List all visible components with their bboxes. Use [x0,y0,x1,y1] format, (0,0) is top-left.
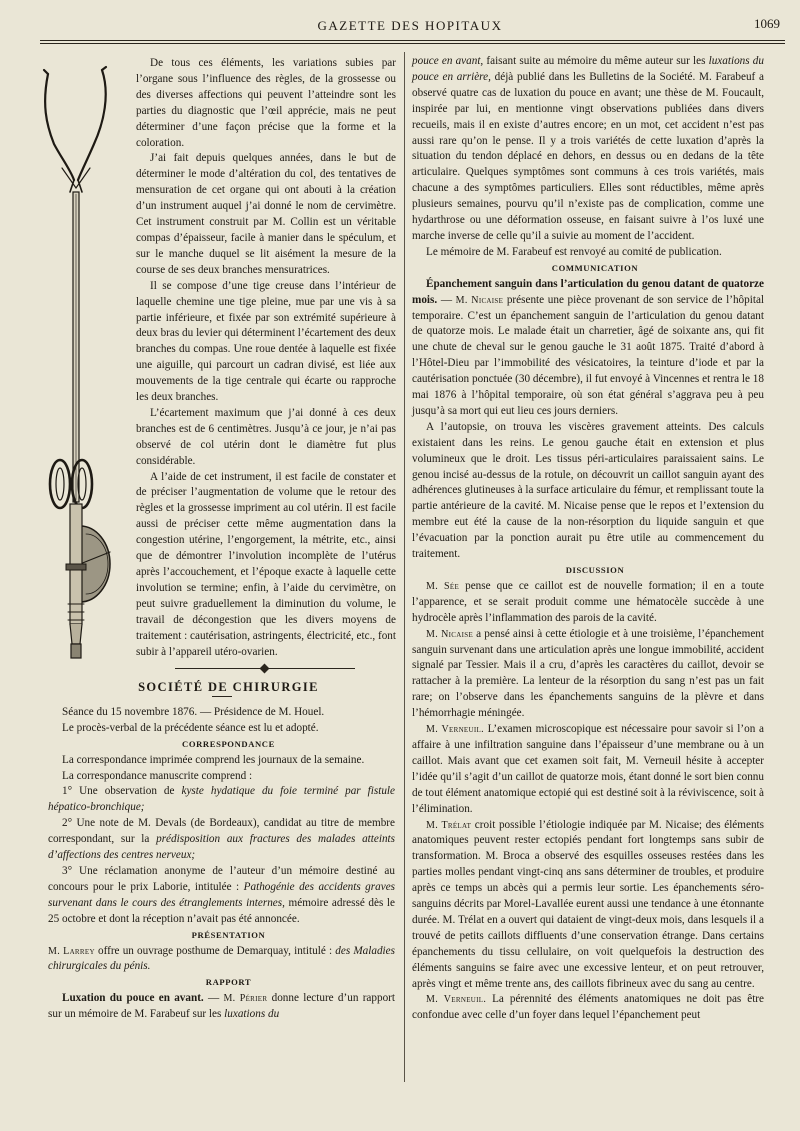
paragraph: Il se compose d’une tige creuse dans l’intérieur de laquelle chemine une tige pleine, mue par une vis à sa partie inférieure, et fixée par son extrémité supérieure à deux bras du levier qui déterminent l’écartement des deux branches du compas. Une roue dentée à laquelle est fixée une aiguille, qui parcourt un cadran divisé, est liée aux mouvements de la tige centrale qui écarte ou rapproche les deux branches. [136,279,396,404]
journal-title: GAZETTE DES HOPITAUX [317,18,503,33]
right-column [412,54,764,1024]
left-column-top [136,56,396,660]
discussion-entry: M. Sée pense que ce caillot est de nouvelle formation; il en a toute l’apparence, et se serait produit comme une hématocèle succède à une hydrocèle après l’inflammation des parois de la cavité. [412,579,764,624]
page-header [40,14,780,40]
rapport-heading: RAPPORT [205,977,252,988]
correspondance-item: 3° Une réclamation anonyme de l’auteur d’un mémoire destiné au concours pour le prix Laborie, intitulée : Pathogénie des accidents graves survenant dans le cours des étranglements internes, mémoire adressé dès le 25 octobre et dont la réception n’avait pas été annoncée. [48,864,396,925]
presentation-text: M. Larrey offre un ouvrage posthume de Demarquay, intitulé : des Maladies chirurgicales du pénis. [48,944,395,973]
rapport-text: Luxation du pouce en avant. — M. Périer donne lecture d’un rapport sur un mémoire de M. Farabeuf sur les luxations du [48,992,395,1021]
communication-heading: COMMUNICATION [551,262,639,273]
discussion-entry: M. Nicaise a pensé ainsi à cette étiologie et à une troisième, l’épanchement sanguin survenant dans une articulation après une longue immobilité, accident signalé par Tessier. Mais il a cru, d’après les caractères du caillot, devoir se rattacher à la première. La lenteur de la résorption du sang n’est pas un fait rare; on l’observe dans les épanchements sanguins de la plèvre et dans l’hémorrhagie méningée. [412,627,764,720]
header-rule-top [40,40,785,41]
paragraph: De tous ces éléments, les variations subies par l’organe sous l’influence des règles, de la grossesse ou des diverses affections qui peuvent l’atteindre sont les parties du diagnostic que l’œil apprécie, mais ne peut déterminer d’une façon précise que la forme et la coloration. [136,57,396,149]
cervimeter-illustration [40,64,132,664]
left-column-bottom [48,680,395,1023]
header-rule-bottom [40,43,785,44]
proces-verbal: Le procès-verbal de la précédente séance est lu et adopté. [62,721,319,734]
title-rule [212,696,232,697]
discussion-entry: M. Verneuil. La pérennité des éléments anatomiques ne doit pas être confondue avec celle d’un foyer dans lequel l’épanchement peut [412,993,764,1022]
paragraph: A l’autopsie, on trouva les viscères gravement atteints. Des calculs existaient dans les reins. Le genou gauche était en extension et plus volumineux que le droit. Les tissus péri-articulaires paraissaient sains. Le genou incisé au-dessus de la rotule, on découvrit un caillot sanguin ayant des adhérences glutineuses à la surface articulaire du fémur, et remplissant toute la partie antérieure de la cavité. M. Nicaise pense que le repos et l’extension du membre eut été la cause de la non-résorption du liquide sanguin et que l’évacuation par la ponction aurait pu être utile au commencement du traitement. [412,420,764,561]
paragraph: A l’aide de cet instrument, il est facile de constater et de préciser l’augmentation de volume que le retour des règles et la grossesse impriment au col utérin. Il est facile aussi de préciser cette même augmentation dans la congestion utérine, l’engorgement, la métrite, etc., ainsi que de démontrer l’involution incomplète de l’utérus après l’accouchement, et l’époque exacte à laquelle cette involution se termine; enfin, à l’aide du cervimètre, on peut suivre graduellement la diminution du volume, le travail de décongestion que les divers moyens de traitement : cautérisation, astringents, électricité, etc., font subir à l’appareil utéro-ovarien. [136,470,397,658]
discussion-entry: M. Trélat croit possible l’étiologie indiquée par M. Nicaise; des éléments anatomiques peuvent rester ectopiés pendant fort longtemps sans subir de transformation. M. Broca a observé des esquilles osseuses restées dans les parties molles pendant vingt-cinq ans sans déterminer de troubles, et produire après ce temps un abcès qui a permis leur sortie. Les épanchements séro-sanguins décrits par Morel-Lavallée eurent aussi une tendance à une étonnante durée. M. Trélat en a ouvert qui dataient de vingt-deux mois, dans lesquels il a trouvé de petits caillots diffluents d’une conservation étrange. Dans certains épanchements du tissu cellulaire, on voit quelquefois la destruction des éléments sanguins se faire avec une excessive lenteur, et on peut retrouver, après vingt et même trente ans, des caillots fibrineux avec du sang au centre. [412,818,764,990]
correspondance-heading: CORRESPONDANCE [182,738,275,749]
correspondance-item: 2° Une note de M. Devals (de Bordeaux), candidat au titre de membre correspondant, sur la prédisposition aux fractures des malades atteints d’affections des centres nerveux; [48,817,396,862]
column-rule [404,52,405,1082]
section-divider [175,667,355,670]
paragraph: pouce en avant, faisant suite au mémoire du même auteur sur les luxations du pouce en arrière, déjà publié dans les Bulletins de la Société. M. Farabeuf a observé quatre cas de luxation du pouce en avant; une thèse de M. Foucault, inspirée par lui, en mentionne vingt observations publiées dans divers recueils, mais il en existe d’autres encore; en un mot, cet accident n’est pas aussi rare qu’on le pense. Il y a trois variétés de cette luxation d’après la situation du tendon déplacé en dehors, en dessus ou en dedans de la tête articulaire. Quelques symptômes sont communs à ces trois variétés, mais chacune a des symptômes particuliers. Elles sont réductibles, même après plusieurs semaines, pourvu qu’il n’existe pas de complication, comme une hydarthrose ou une déformation osseuse, en faisant suivre à l’os luxé une marche inverse de celle qu’il a suivie au moment de l’accident. [412,55,764,242]
paragraph: La correspondance manuscrite comprend : [62,769,253,782]
paragraph: La correspondance imprimée comprend les journaux de la semaine. [62,753,365,766]
paragraph: J’ai fait depuis quelques années, dans le but de déterminer le mode d’altération du col, des tentatives de mensuration de cet organe qui ont abouti à la création d’un instrument auquel j’ai donné le nom de cervimètre. Cet instrument construit par M. Collin est un véritable compas d’épaisseur, facile à manier dans le spéculum, et sur le manche duquel se lit aisément la mesure de la course de ses deux branches mensuratrices. [136,152,396,276]
paragraph: Le mémoire de M. Farabeuf est renvoyé au comité de publication. [426,245,722,258]
communication-text: Épanchement sanguin dans l’articulation du genou datant de quatorze mois. — M. Nicaise présente une pièce provenant de son service de l’hôpital temporaire. C’est un épanchement sanguin de l’articulation du genou datant de quatorze mois. Le malade était un charretier, âgé de soixante ans, qui fit une chute de cheval sur le genou gauche le 31 août 1875. Traité d’abord à l’Hôtel-Dieu par l’immobilité des vésicatoires, la teinture d’iode et par la cautérisation ponctuée (30 décembre), il fut envoyé à Vincennes et rentra le 18 mai 1876 à l’hôpital temporaire, où son état général s’aggrava peu à peu jusqu’à sa mort qui eut lieu ces jours derniers. [412,277,765,417]
presentation-heading: PRÉSENTATION [191,929,266,940]
discussion-heading: DISCUSSION [565,565,625,575]
correspondance-item: 1° Une observation de kyste hydatique du foie terminé par fistule hépatico-bronchique; [48,785,396,814]
page-number: 1069 [754,16,780,31]
paragraph: L’écartement maximum que j’ai donné à ces deux branches est de 6 centimètres. Jusqu’à ce jour, je n’ai pas observé de col utérin dont le diamètre fut plus considérable. [136,406,396,467]
section-title: SOCIÉTÉ DE CHIRURGIE [138,680,319,694]
discussion-entry: M. Verneuil. L’examen microscopique est nécessaire pour savoir si l’on a affaire à une infiltration sanguine dans l’épaisseur d’une membrane ou à un caillot. Mais avant que cet examen soit fait, M. Verneuil hésite à accepter l’idée qu’il s’agit d’un caillot de quatorze mois, étant donné le sort bien connu de tout élément anatomique ectopié qui est destiné soit à la réviviscence, soit à l’élimination. [412,723,764,815]
seance-line: Séance du 15 novembre 1876. — Présidence de M. Houel. [62,705,325,718]
